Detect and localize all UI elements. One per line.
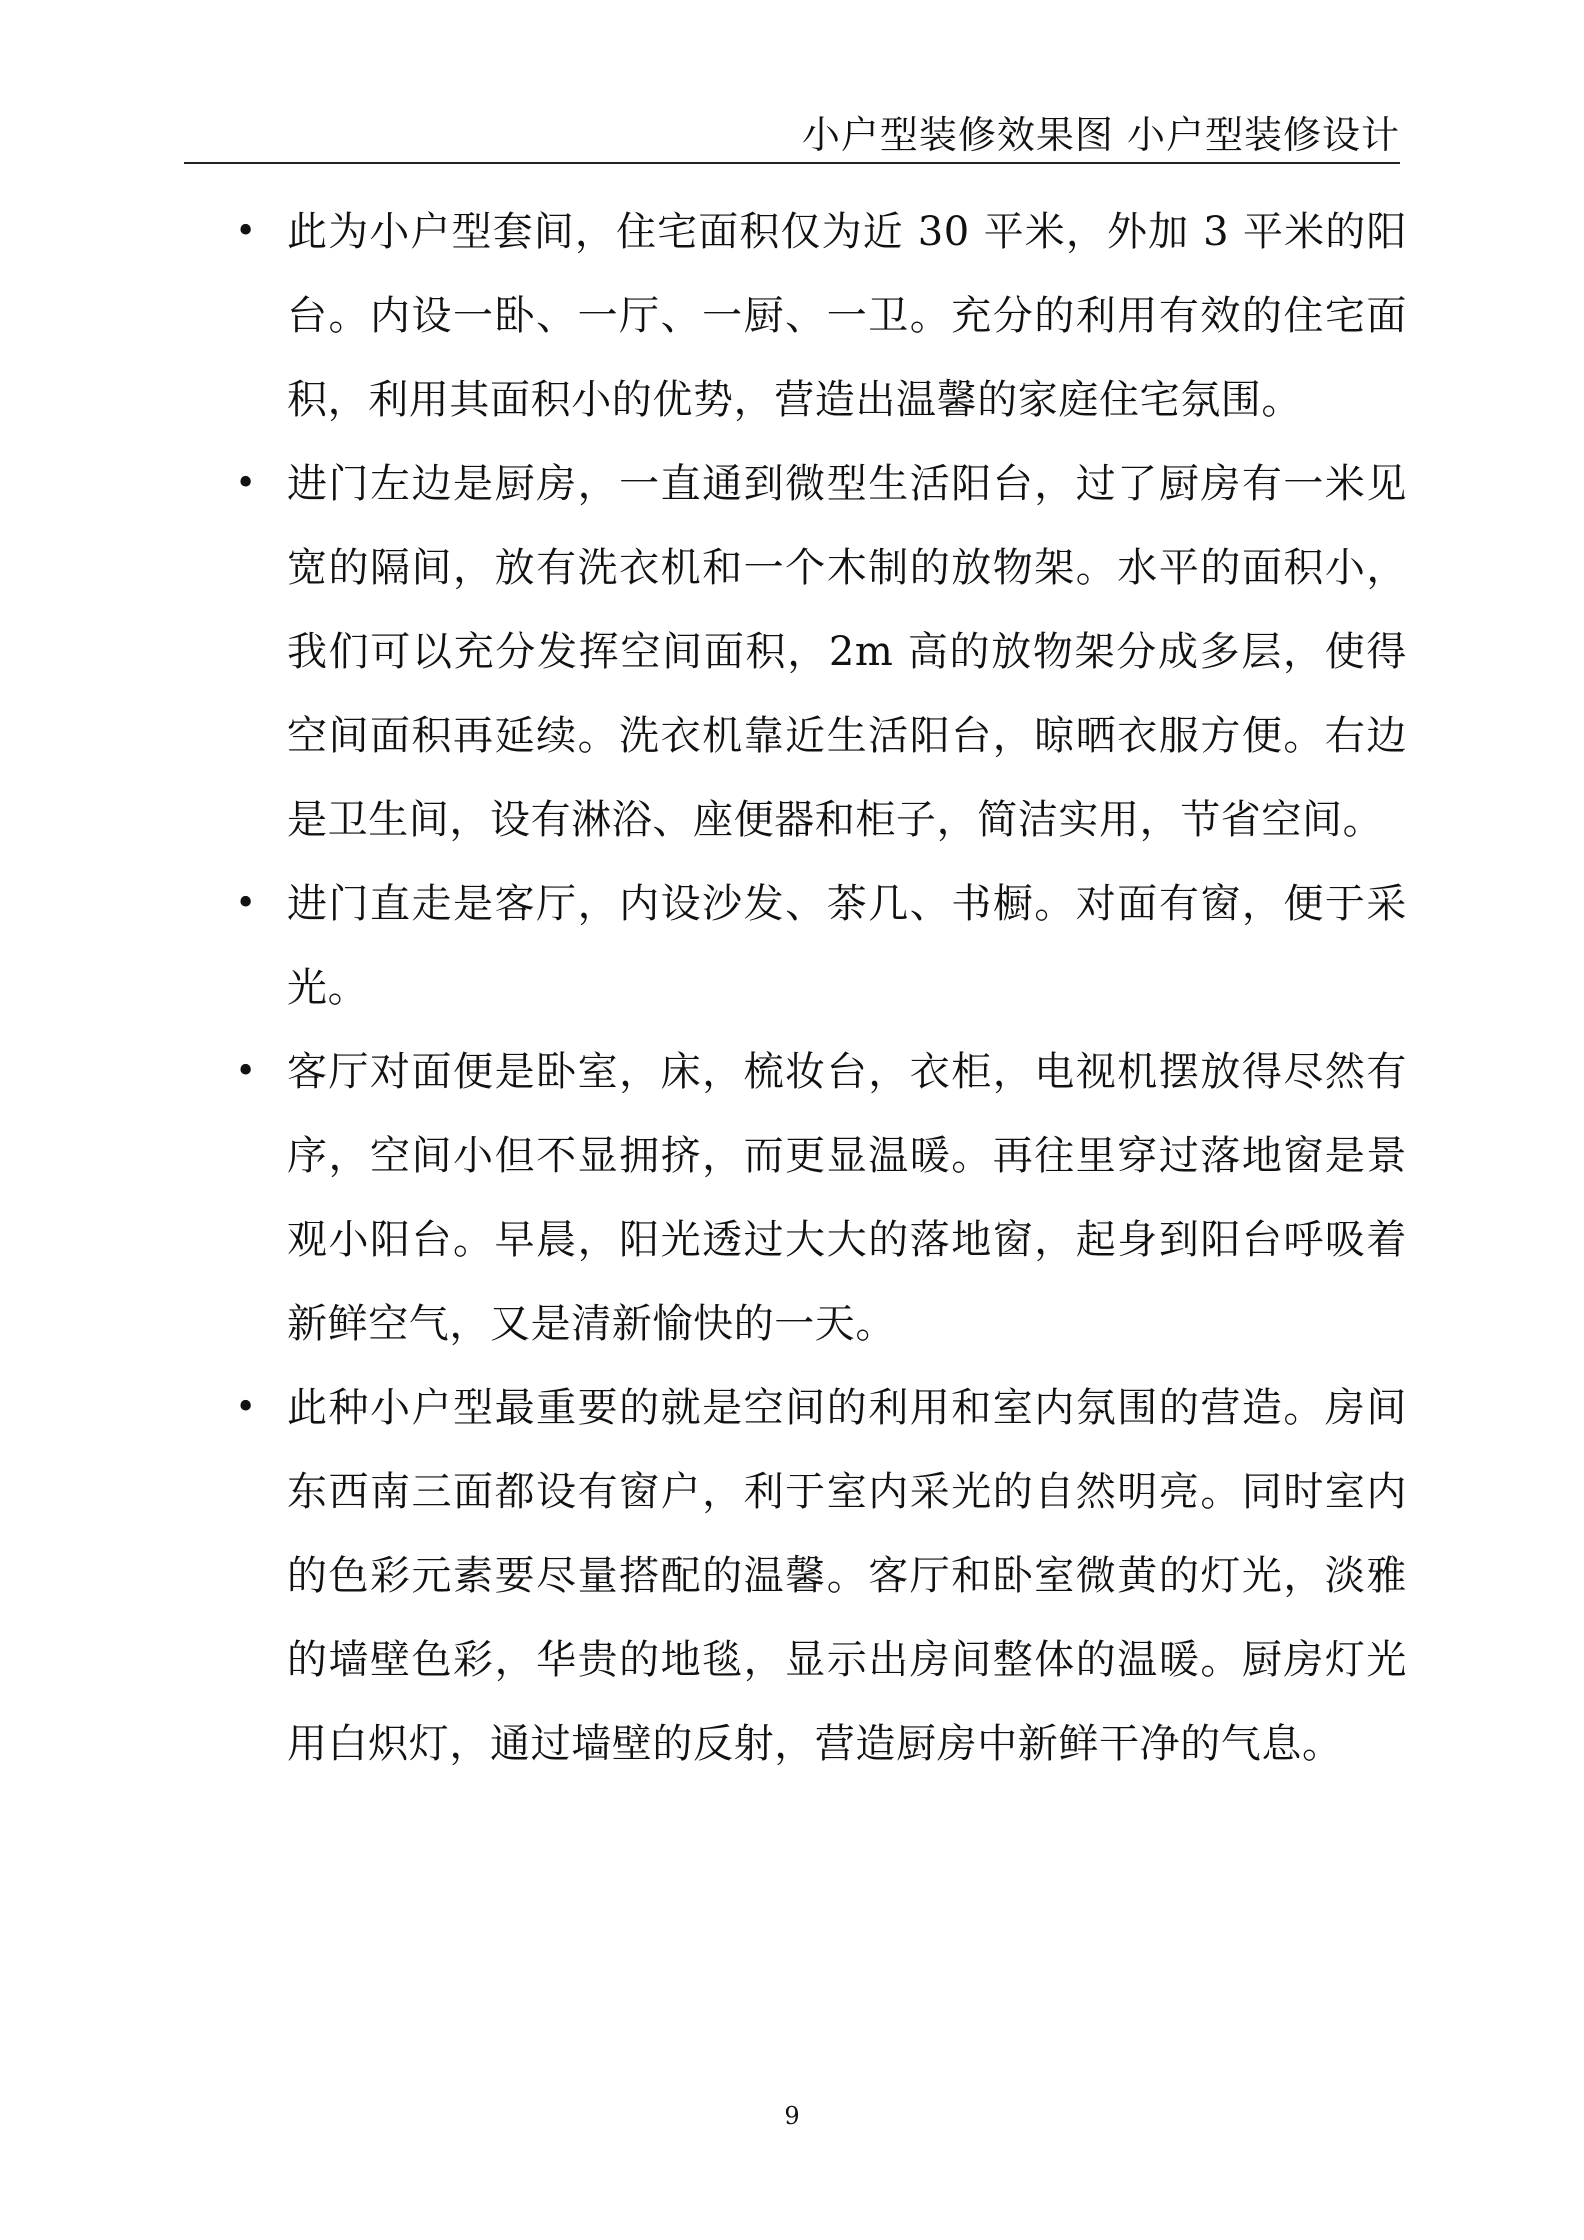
paragraph-text: 客厅对面便是卧室，床，梳妆台，衣柜，电视机摆放得尽然有序，空间小但不显拥挤，而更显温暖。再往里穿过落地窗是景观小阳台。早晨，阳光透过大大的落地窗，起身到阳台呼吸着新鲜空气，又是清新愉快的一天。 <box>287 1049 1407 1347</box>
document-body <box>235 190 1407 1786</box>
page-header: 小户型装修效果图 小户型装修设计 <box>801 113 1400 157</box>
bullet-paragraph <box>235 442 1407 862</box>
bullet-paragraph <box>235 1030 1407 1366</box>
bullet-paragraph <box>235 190 1407 442</box>
paragraph-text: 进门直走是客厅，内设沙发、茶几、书橱。对面有窗，便于采光。 <box>287 881 1407 1011</box>
bullet-paragraph <box>235 862 1407 1030</box>
bullet-icon: • <box>235 883 257 924</box>
bullet-icon: • <box>235 1051 257 1092</box>
bullet-icon: • <box>235 463 257 504</box>
paragraph-text: 进门左边是厨房，一直通到微型生活阳台，过了厨房有一米见宽的隔间，放有洗衣机和一个木制的放物架。水平的面积小，我们可以充分发挥空间面积，2m 高的放物架分成多层，使得空间面积再延续。洗衣机靠近生活阳台，晾晒衣服方便。右边是卫生间，设有淋浴、座便器和柜子，简洁实用，节省空间。 <box>287 461 1407 843</box>
bullet-paragraph <box>235 1366 1407 1786</box>
header-divider <box>184 162 1400 164</box>
paragraph-text: 此为小户型套间，住宅面积仅为近 30 平米，外加 3 平米的阳台。内设一卧、一厅、一厨、一卫。充分的利用有效的住宅面积，利用其面积小的优势，营造出温馨的家庭住宅氛围。 <box>287 209 1407 423</box>
paragraph-text: 此种小户型最重要的就是空间的利用和室内氛围的营造。房间东西南三面都设有窗户，利于室内采光的自然明亮。同时室内的色彩元素要尽量搭配的温馨。客厅和卧室微黄的灯光，淡雅的墙壁色彩，华贵的地毯，显示出房间整体的温暖。厨房灯光用白炽灯，通过墙壁的反射，营造厨房中新鲜干净的气息。 <box>287 1385 1407 1767</box>
bullet-icon: • <box>235 1387 257 1428</box>
bullet-icon: • <box>235 211 257 252</box>
page-number: 9 <box>784 2102 800 2130</box>
